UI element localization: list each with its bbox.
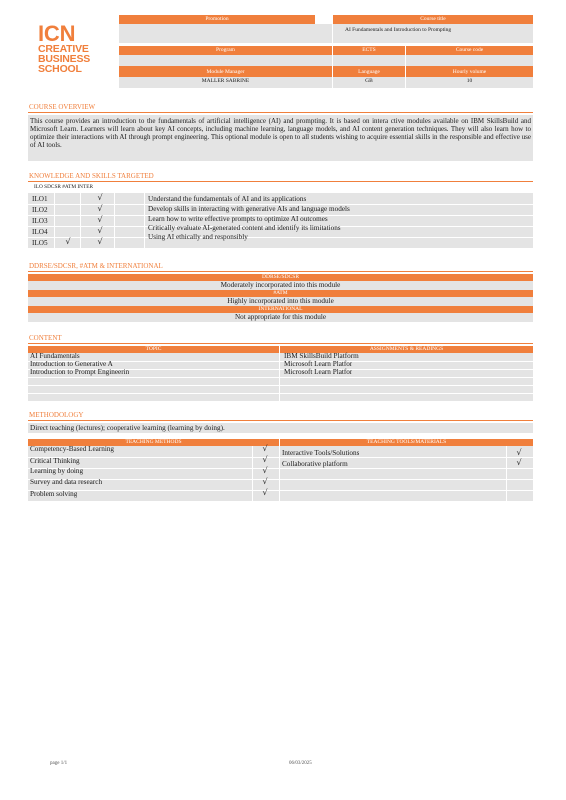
overview-title: COURSE OVERVIEW: [29, 103, 96, 111]
logo-line-1: ICN: [38, 21, 76, 46]
method-label: Competency-Based Learning: [30, 445, 115, 453]
method-check: √: [262, 466, 268, 475]
program-cell: [119, 55, 332, 66]
method-label: Critical Thinking: [30, 457, 80, 465]
tool-check: √: [516, 448, 522, 457]
content-topic: Introduction to Prompt Engineerin: [30, 368, 130, 376]
module-manager-header-label: Module Manager: [119, 68, 332, 77]
ilo-check: √: [97, 204, 103, 213]
ilo-code: ILO1: [32, 195, 48, 203]
method-check: √: [262, 488, 268, 497]
ilo-code: ILO2: [32, 206, 48, 214]
atm-label: #ATM: [28, 290, 533, 297]
ddrse-title: DDRSE/SDCSR, #ATM & INTERNATIONAL: [29, 262, 163, 270]
method-check: √: [262, 455, 268, 464]
content-topic: Introduction to Generative A: [30, 360, 113, 368]
ilo-description: Develop skills in interacting with generative AIs and language models: [148, 205, 350, 213]
ilo-description: Critically evaluate AI-generated content and identify its limitations: [148, 224, 341, 232]
ddrse-underline: [28, 271, 533, 272]
school-logo: [38, 21, 110, 80]
methodology-underline: [28, 420, 533, 421]
skills-title: KNOWLEDGE AND SKILLS TARGETED: [29, 172, 154, 180]
skills-table: [28, 193, 533, 248]
ilo-check: √: [97, 215, 103, 224]
ilo-code: ILO4: [32, 228, 48, 236]
ddrse-label: DDRSE/SDCSR: [28, 274, 533, 281]
content-table: [28, 353, 533, 401]
content-topic: AI Fundamentals: [30, 352, 80, 360]
content-assignment: Microsoft Learn Platfor: [284, 368, 353, 376]
course-code-cell: [406, 55, 533, 66]
module-manager-cell: MALLER SABRINE: [119, 77, 332, 88]
methods-table: [28, 446, 279, 501]
ilo-code: ILO3: [32, 217, 48, 225]
logo-line-4: SCHOOL: [38, 62, 82, 75]
content-assignment: IBM SkillsBuild Platform: [284, 352, 359, 360]
hourly-volume-header-label: Hourly volume: [406, 68, 533, 77]
page-number: page 1/1: [50, 761, 68, 766]
topic-header: TOPIC: [28, 346, 279, 353]
method-check: √: [262, 444, 268, 453]
international-value: Not appropriate for this module: [28, 313, 533, 322]
method-label: Learning by doing: [30, 467, 84, 475]
promotion-label: Promotion: [119, 15, 315, 24]
tools-table: [280, 446, 533, 501]
method-label: Problem solving: [30, 490, 78, 498]
content-title: CONTENT: [29, 334, 62, 342]
course-title-label: Course title: [333, 15, 533, 24]
assignments-header: ASSIGNMENTS & READINGS: [280, 346, 533, 353]
ects-cell: [333, 55, 405, 66]
overview-underline: [28, 112, 533, 113]
ilo-check: √: [97, 237, 103, 246]
atm-value: Highly incorporated into this module: [28, 297, 533, 306]
international-label: INTERNATIONAL: [28, 306, 533, 313]
ilo-check: √: [65, 237, 71, 246]
hourly-volume-cell: 10: [406, 77, 533, 88]
method-check: √: [262, 477, 268, 486]
content-assignment: Microsoft Learn Platfor: [284, 360, 353, 368]
logo-line-3: BUSINESS: [38, 52, 91, 65]
ddrse-value: Moderately incorporated into this module: [28, 281, 533, 290]
ilo-check: √: [97, 226, 103, 235]
teaching-methods-header: TEACHING METHODS: [28, 439, 279, 446]
skills-underline: [28, 181, 533, 182]
course-code-header-label: Course code: [406, 46, 533, 55]
teaching-tools-header: TEACHING TOOLS/MATERIALS: [280, 439, 533, 446]
course-title-value: AI Fundamentals and Introduction to Prompting: [333, 24, 533, 43]
tool-label: Interactive Tools/Solutions: [282, 449, 360, 457]
ilo-description: Using AI ethically and responsibly: [148, 233, 248, 241]
footer-date: 06/03/2025: [289, 761, 312, 766]
logo-line-2: CREATIVE: [38, 42, 89, 55]
ilo-description: Learn how to write effective prompts to optimize AI outcomes: [148, 215, 328, 223]
methodology-text: Direct teaching (lectures); cooperative learning (learning by doing).: [28, 423, 533, 433]
ilo-code: ILO5: [32, 239, 48, 247]
ilo-check: √: [97, 193, 103, 202]
tool-label: Collaborative platform: [282, 460, 348, 468]
ects-header-label: ECTS: [333, 46, 405, 55]
method-label: Survey and data research: [30, 478, 103, 486]
language-header-label: Language: [333, 68, 405, 77]
overview-text: This course provides an introduction to the fundamentals of artificial intelligence (AI) and prompting. It is based on intera ctive modules available on IBM SkillsBuild and Microsoft Learn. Learners will learn about key AI concepts, including machine learning, language models, and AI content generation techniques. They will also learn how to optimize their interactions with AI through prompt engineering. This optional module is open to all students wishing to acquire essential skills in the responsible and effective use of AI tools.: [28, 115, 533, 161]
promotion-value: [119, 24, 332, 43]
content-underline: [28, 343, 533, 344]
ilo-description: Understand the fundamentals of AI and its applications: [148, 195, 307, 203]
tool-check: √: [516, 458, 522, 467]
program-header-label: Program: [119, 46, 332, 55]
language-cell: GB: [333, 77, 405, 88]
methodology-title: METHODOLOGY: [29, 411, 84, 419]
skills-header: ILO SDCSR #ATM INTER: [34, 184, 94, 190]
